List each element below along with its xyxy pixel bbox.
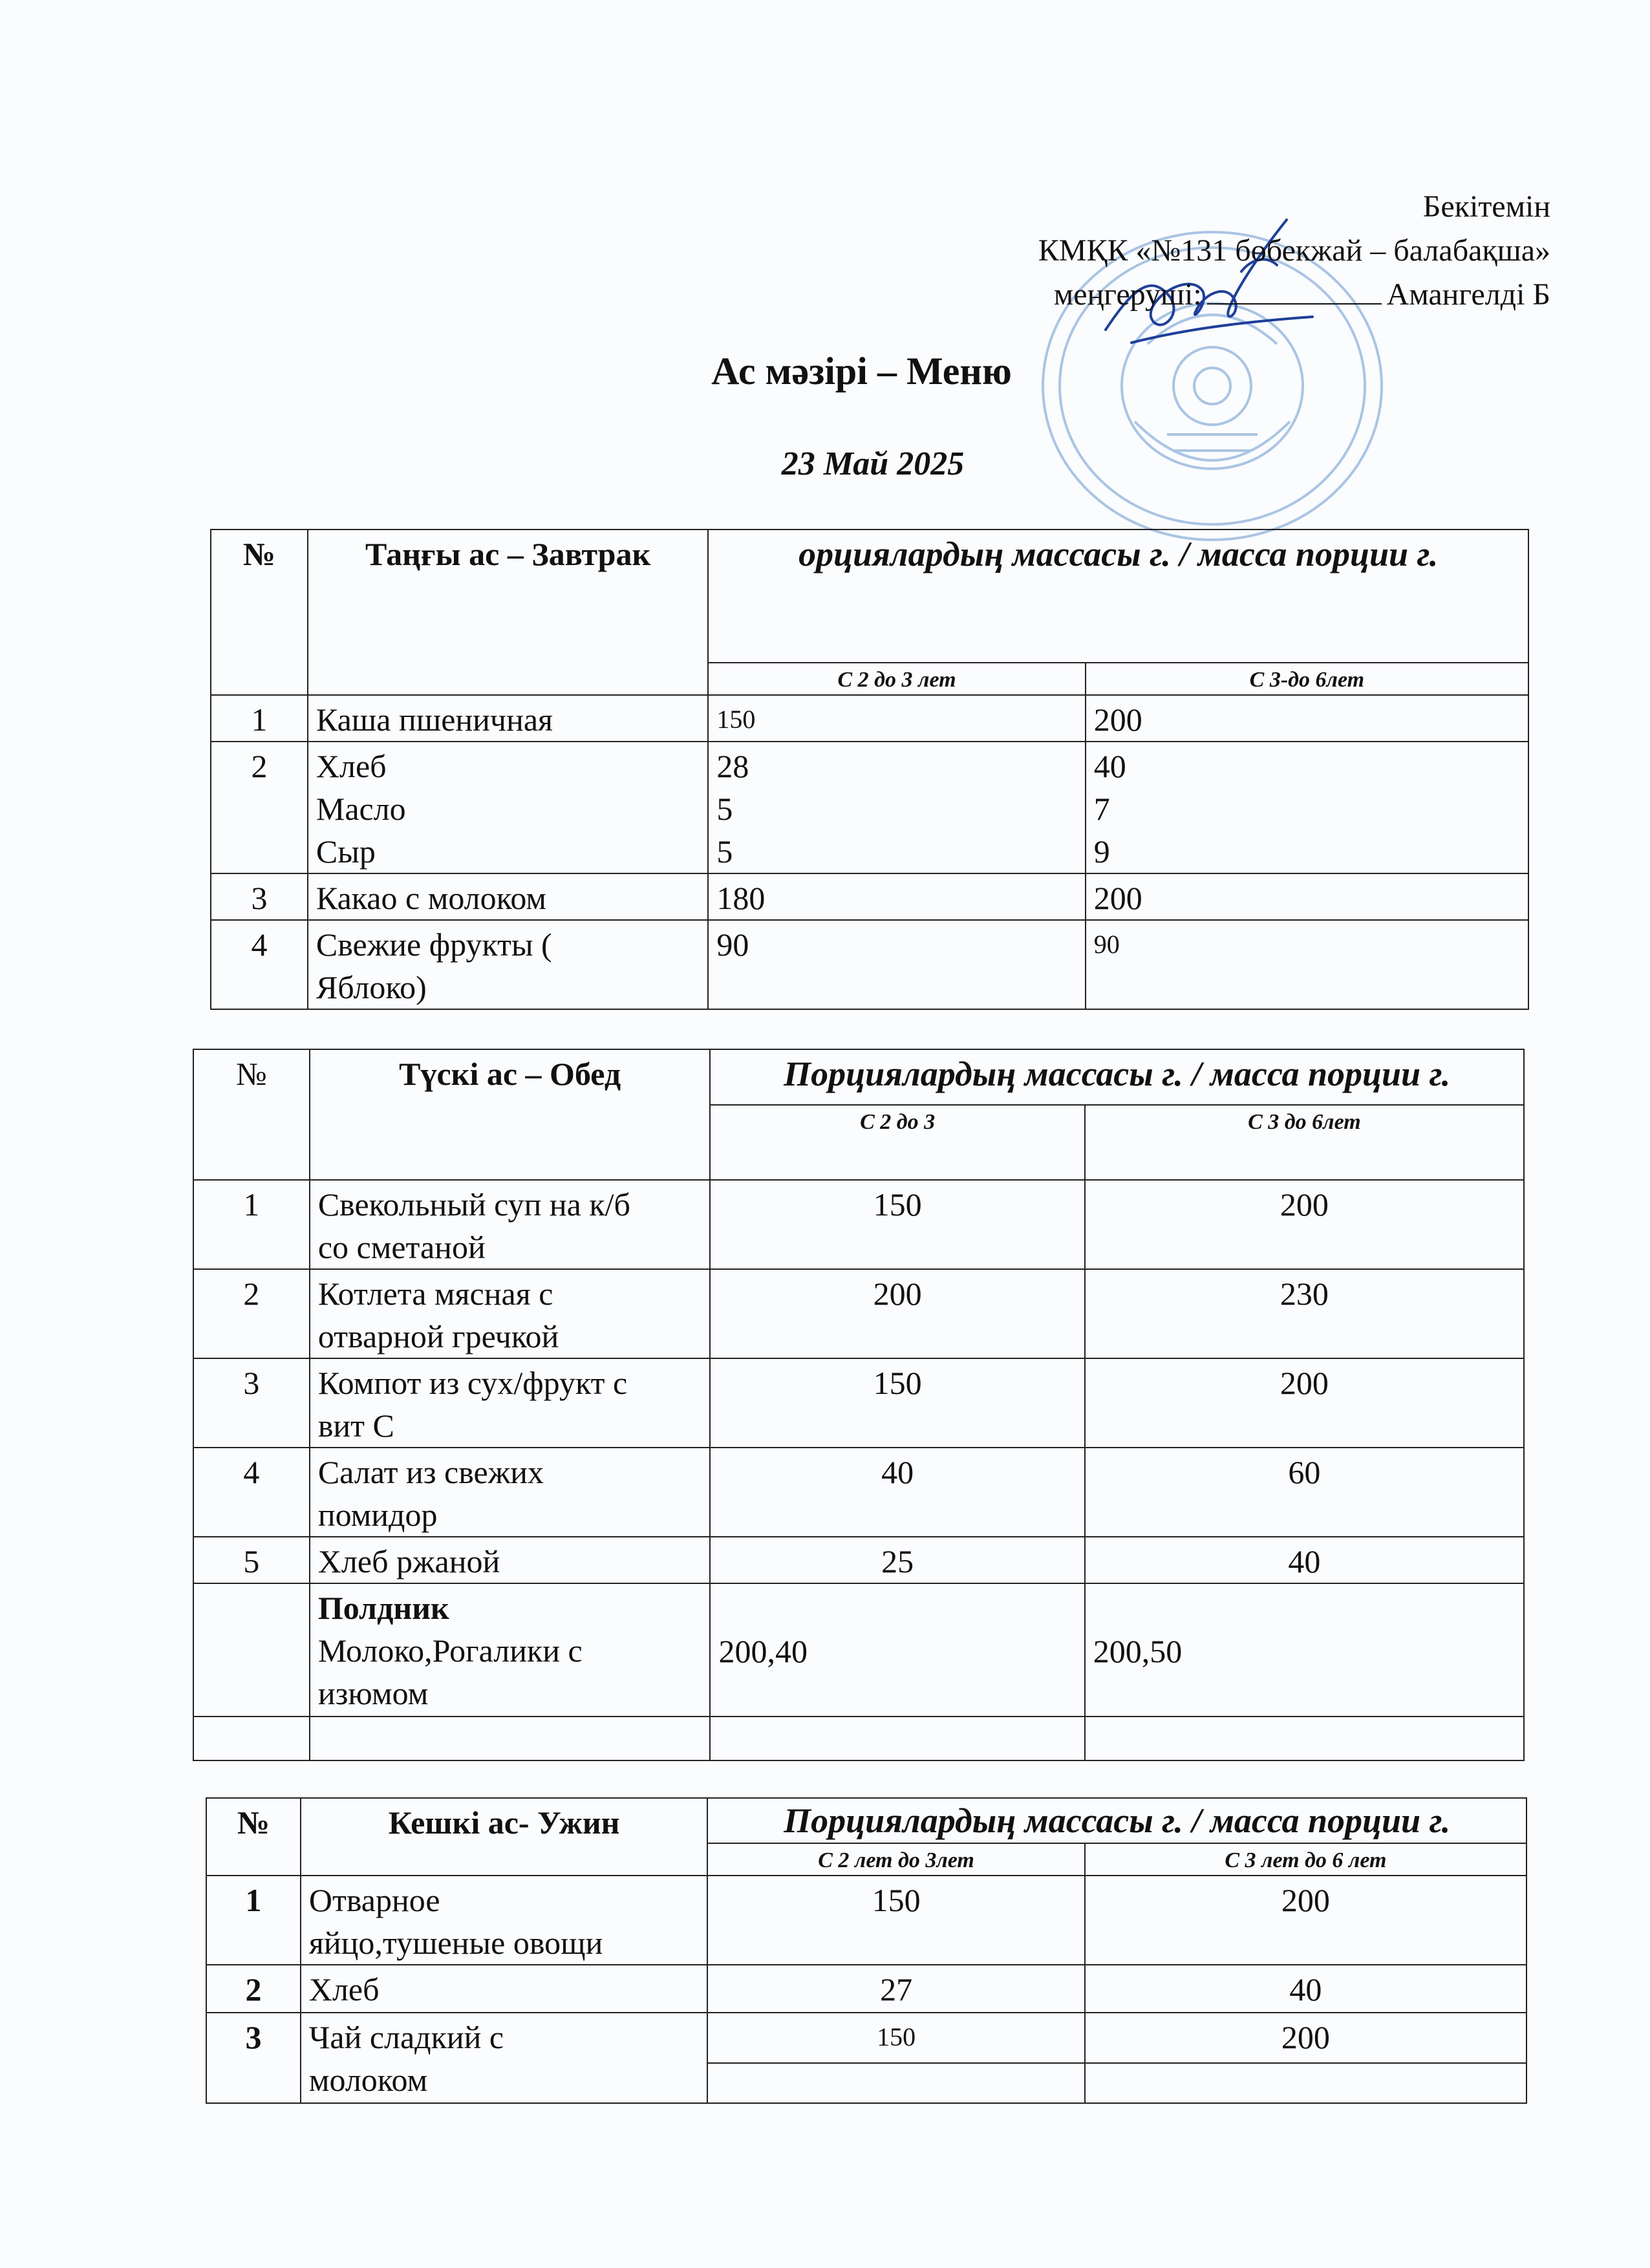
column-header-mass: орциялардың массасы г. / масса порции г. bbox=[708, 530, 1528, 663]
mass-value: 9 bbox=[1093, 833, 1110, 870]
dish-line: Салат из свежих bbox=[317, 1454, 544, 1490]
mass-b: 60 bbox=[1085, 1448, 1524, 1537]
mass-b: 40 bbox=[1085, 1537, 1524, 1583]
column-header-mass: Порциялардың массасы г. / масса порции г. bbox=[707, 1798, 1527, 1843]
dish-line: Масло bbox=[316, 791, 406, 827]
row-number: 1 bbox=[211, 695, 308, 742]
dish-line: молоком bbox=[308, 2062, 428, 2098]
dish-line: вит С bbox=[317, 1407, 394, 1444]
table-row bbox=[211, 920, 1528, 1009]
dinner-table bbox=[206, 1797, 1527, 2104]
dish-line: Хлеб bbox=[316, 748, 387, 784]
approval-line-2: КМҚК «№131 бөбекжай – балабақша» bbox=[1038, 233, 1550, 268]
table-row bbox=[193, 1448, 1524, 1537]
dish-name bbox=[310, 1180, 711, 1269]
mass-a bbox=[708, 742, 1085, 873]
mass-a: 150 bbox=[710, 1180, 1084, 1269]
approval-line-3 bbox=[1038, 273, 1550, 317]
mass-b: 200 bbox=[1085, 1180, 1524, 1269]
column-header-dish: Таңғы ас – Завтрак bbox=[308, 530, 708, 695]
mass-a: 150 bbox=[710, 1358, 1084, 1448]
approval-position: меңгеруші: bbox=[1053, 277, 1202, 312]
dish-line: помидор bbox=[317, 1497, 438, 1533]
dish-line: Свекольный суп на к/б bbox=[317, 1186, 630, 1223]
dish-name bbox=[308, 742, 708, 873]
mass-value: 40 bbox=[1093, 748, 1126, 784]
row-number: 3 bbox=[211, 873, 308, 920]
table-row bbox=[193, 1269, 1524, 1358]
mass-b: 200 bbox=[1086, 873, 1528, 920]
dish-line: Компот из сух/фрукт с bbox=[317, 1365, 628, 1401]
column-header-dish: Кешкі ас- Ужин bbox=[301, 1798, 708, 1876]
column-header-mass: Порциялардың массасы г. / масса порции г. bbox=[710, 1049, 1524, 1105]
subheader-age-b: С 3 до 6лет bbox=[1085, 1105, 1524, 1180]
approval-block bbox=[1038, 185, 1550, 317]
dish-line: Котлета мясная с bbox=[317, 1276, 553, 1312]
approval-name: Амангелді Б bbox=[1386, 277, 1550, 312]
approval-line-1: Бекітемін bbox=[1422, 189, 1550, 224]
dish-line: Чай сладкий с bbox=[308, 2019, 504, 2055]
dish-name: Каша пшеничная bbox=[308, 695, 708, 742]
dish-name bbox=[310, 1269, 711, 1358]
table-row bbox=[206, 1876, 1527, 1965]
subheader-age-a: С 2 лет до 3лет bbox=[707, 1843, 1084, 1876]
lunch-table bbox=[193, 1049, 1525, 1761]
mass-a: 180 bbox=[708, 873, 1085, 920]
table-row bbox=[193, 1537, 1524, 1583]
row-number: 2 bbox=[193, 1269, 310, 1358]
subheader-age-a: С 2 до 3 лет bbox=[708, 663, 1085, 695]
mass-value: 5 bbox=[716, 791, 733, 827]
dish-line: Молоко,Рогалики с bbox=[317, 1632, 583, 1669]
mass-value: 28 bbox=[716, 748, 749, 784]
table-row bbox=[211, 873, 1528, 920]
table-row bbox=[206, 1965, 1527, 2013]
row-number: 2 bbox=[206, 1965, 301, 2013]
row-number: 3 bbox=[193, 1358, 310, 1448]
dish-name bbox=[301, 2013, 708, 2103]
mass-b: 90 bbox=[1086, 920, 1528, 1009]
subheader-age-b: С 3-до 6лет bbox=[1086, 663, 1528, 695]
subheader-age-a: С 2 до 3 bbox=[710, 1105, 1084, 1180]
row-number: 4 bbox=[211, 920, 308, 1009]
mass-b: 200,50 bbox=[1085, 1583, 1524, 1717]
mass-a: 40 bbox=[710, 1448, 1084, 1537]
dish-name bbox=[308, 920, 708, 1009]
menu-date: 23 Май 2025 bbox=[781, 445, 965, 482]
dish-name bbox=[310, 1358, 711, 1448]
column-header-number: № bbox=[206, 1798, 301, 1876]
column-header-number: № bbox=[211, 530, 308, 695]
breakfast-table bbox=[210, 529, 1529, 1010]
dish-line: Сыр bbox=[316, 833, 376, 870]
table-row bbox=[193, 1180, 1524, 1269]
dish-line: Отварное bbox=[308, 1882, 440, 1918]
dish-line: отварной гречкой bbox=[317, 1318, 559, 1354]
dish-name: Хлеб bbox=[301, 1965, 708, 2013]
row-number: 3 bbox=[206, 2013, 301, 2103]
mass-b bbox=[1086, 742, 1528, 873]
mass-a: 150 bbox=[707, 2013, 1084, 2063]
mass-b: 200 bbox=[1085, 1358, 1524, 1448]
snack-dish bbox=[310, 1583, 711, 1717]
mass-b: 200 bbox=[1085, 2013, 1527, 2063]
mass-a: 200,40 bbox=[710, 1583, 1084, 1717]
snack-row bbox=[193, 1583, 1524, 1717]
column-header-number: № bbox=[193, 1049, 310, 1180]
mass-b: 230 bbox=[1085, 1269, 1524, 1358]
dish-name: Какао с молоком bbox=[308, 873, 708, 920]
mass-a: 150 bbox=[708, 695, 1085, 742]
dish-line: Свежие фрукты ( bbox=[316, 926, 552, 963]
row-number: 1 bbox=[193, 1180, 310, 1269]
row-number-empty bbox=[193, 1583, 310, 1717]
mass-a: 90 bbox=[708, 920, 1085, 1009]
column-header-dish: Түскі ас – Обед bbox=[310, 1049, 711, 1180]
row-number: 5 bbox=[193, 1537, 310, 1583]
mass-a: 25 bbox=[710, 1537, 1084, 1583]
dish-name bbox=[310, 1448, 711, 1537]
subheader-age-b: С 3 лет до 6 лет bbox=[1085, 1843, 1527, 1876]
table-row bbox=[193, 1358, 1524, 1448]
row-number: 4 bbox=[193, 1448, 310, 1537]
signature-line bbox=[1207, 277, 1382, 305]
dish-line: Яблоко) bbox=[316, 969, 427, 1005]
mass-a: 150 bbox=[707, 1876, 1084, 1965]
mass-a: 27 bbox=[707, 1965, 1084, 2013]
mass-value: 7 bbox=[1093, 791, 1110, 827]
mass-a: 200 bbox=[710, 1269, 1084, 1358]
table-row bbox=[211, 695, 1528, 742]
mass-b: 200 bbox=[1086, 695, 1528, 742]
snack-title: Полдник bbox=[317, 1590, 449, 1626]
dish-name bbox=[301, 1876, 708, 1965]
mass-b: 40 bbox=[1085, 1965, 1527, 2013]
row-number: 1 bbox=[206, 1876, 301, 1965]
dish-line: со сметаной bbox=[317, 1229, 486, 1265]
dish-line: изюмом bbox=[317, 1675, 429, 1711]
mass-value: 5 bbox=[716, 833, 733, 870]
dish-name: Хлеб ржаной bbox=[310, 1537, 711, 1583]
page-title: Ас мәзірі – Меню bbox=[711, 350, 1012, 392]
row-number: 2 bbox=[211, 742, 308, 873]
table-row bbox=[206, 2013, 1527, 2063]
mass-b: 200 bbox=[1085, 1876, 1527, 1965]
empty-row bbox=[193, 1717, 1524, 1760]
table-row bbox=[211, 742, 1528, 873]
dish-line: яйцо,тушеные овощи bbox=[308, 1925, 603, 1961]
